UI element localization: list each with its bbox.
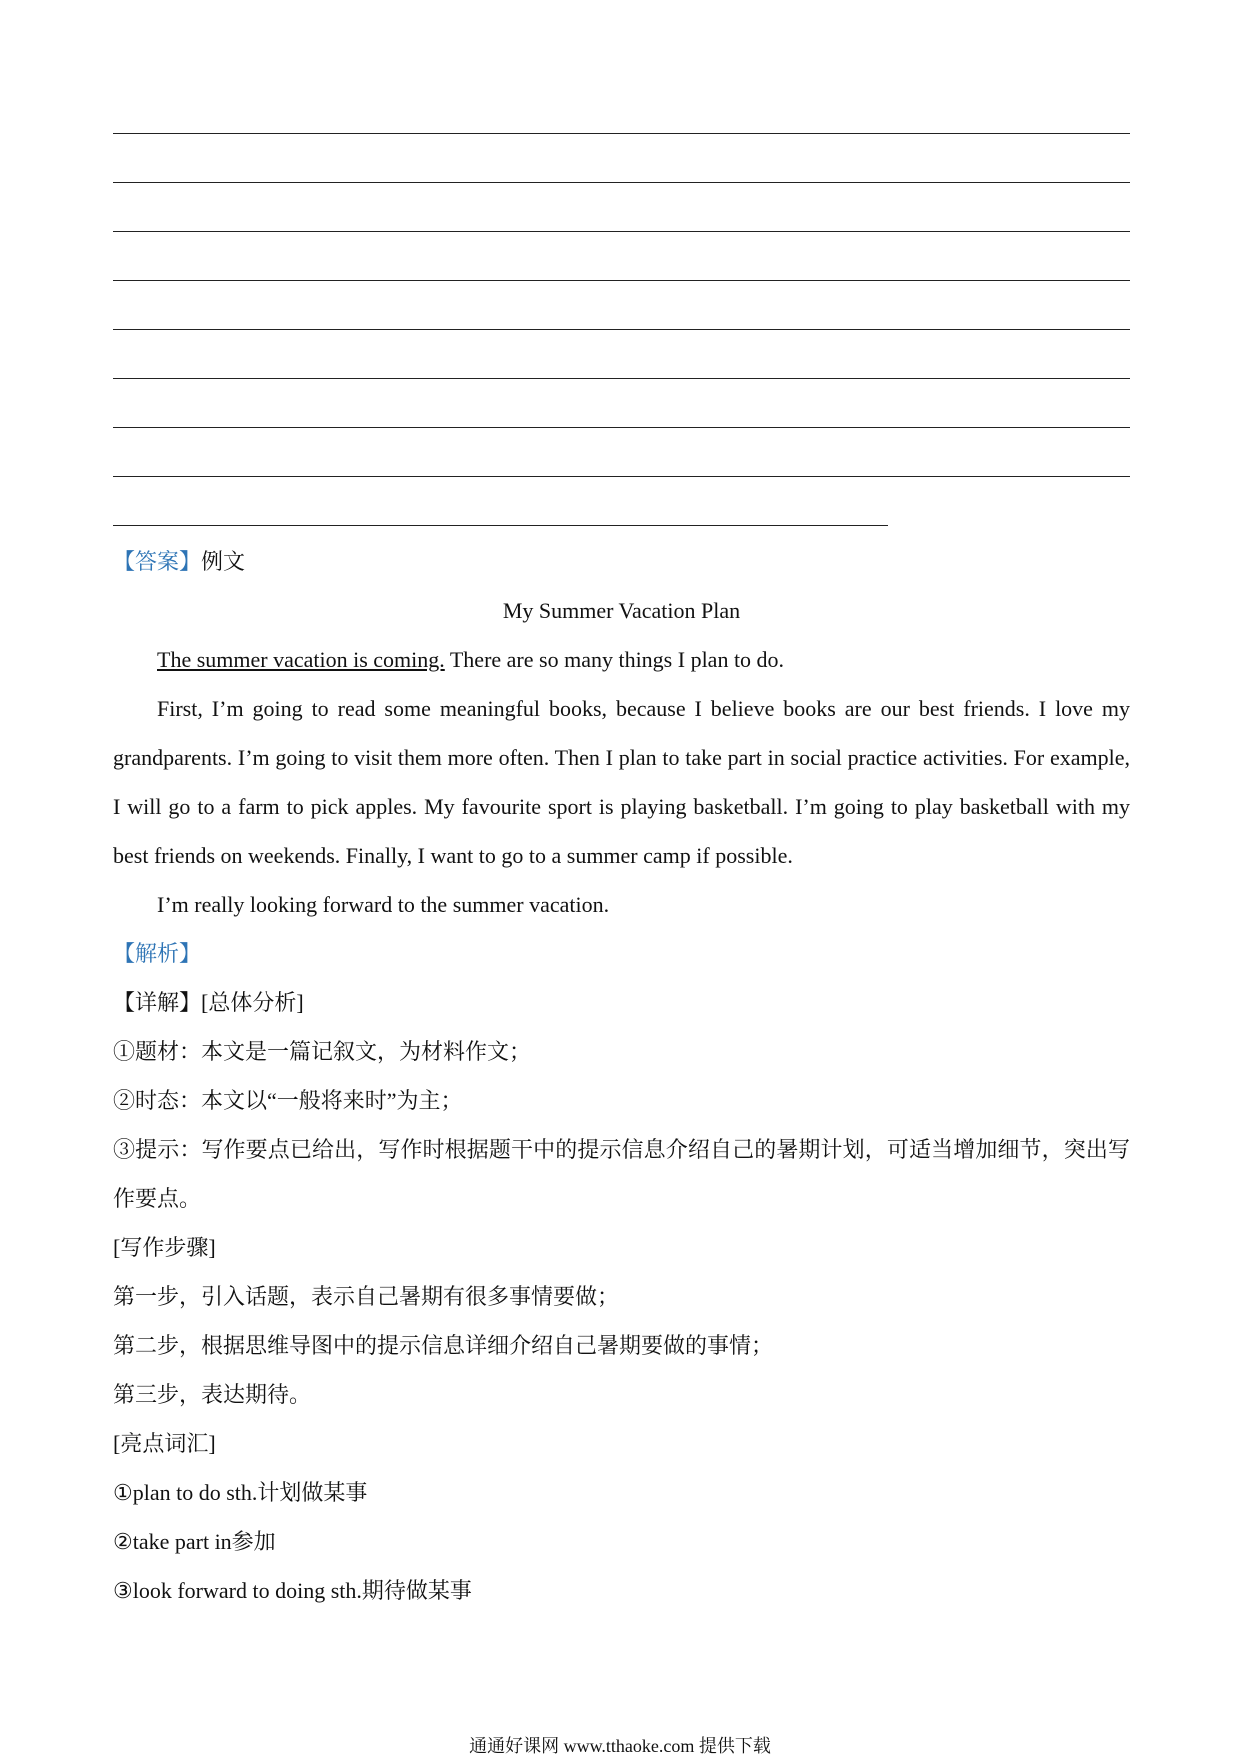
writing-line	[113, 231, 1130, 232]
writing-line	[113, 329, 1130, 330]
answer-label: 【答案】	[113, 549, 202, 574]
writing-line	[113, 525, 888, 526]
vocab-item: ①plan to do sth.计划做某事	[113, 1480, 368, 1505]
writing-line	[113, 378, 1130, 379]
steps-heading: [写作步骤]	[113, 1235, 216, 1260]
essay-p1-rest: There are so many things I plan to do.	[444, 647, 785, 672]
essay-paragraph-3: I’m really looking forward to the summer vacation.	[157, 892, 610, 917]
writing-line	[113, 133, 1130, 134]
writing-line	[113, 476, 1130, 477]
step-item: 第三步，表达期待。	[113, 1382, 312, 1407]
vocab-heading: [亮点词汇]	[113, 1431, 216, 1456]
analysis-point: ②时态：本文以“一般将来时”为主；	[113, 1088, 463, 1113]
answer-text: 例文	[201, 549, 246, 574]
detail-heading	[113, 988, 1130, 1018]
essay-underlined-sentence: The summer vacation is coming.	[157, 647, 445, 672]
analysis-point: ③提示：写作要点已给出，写作时根据题干中的提示信息介绍自己的暑期计划，可适当增加细节，突出写	[113, 1137, 1130, 1162]
detail-label: 【详解】	[113, 990, 202, 1015]
step-item: 第一步，引入话题，表示自己暑期有很多事情要做；	[113, 1284, 620, 1309]
essay-paragraph-2-line: I will go to a farm to pick apples. My favourite sport is playing basketball. I’m going to play basketball with my	[113, 794, 1130, 819]
writing-line	[113, 280, 1130, 281]
analysis-point: ①题材：本文是一篇记叙文，为材料作文；	[113, 1039, 532, 1064]
analysis-label: 【解析】	[113, 941, 202, 966]
step-item: 第二步，根据思维导图中的提示信息详细介绍自己暑期要做的事情；	[113, 1333, 774, 1358]
writing-line	[113, 427, 1130, 428]
essay-paragraph-2-line: best friends on weekends. Finally, I want to go to a summer camp if possible.	[113, 843, 793, 868]
essay-paragraph-2-line: grandparents. I’m going to visit them more often. Then I plan to take part in social practice activities. For example,	[113, 745, 1130, 770]
vocab-item: ②take part in参加	[113, 1529, 276, 1554]
analysis-point: 作要点。	[113, 1186, 202, 1211]
writing-line	[113, 182, 1130, 183]
vocab-item: ③look forward to doing sth.期待做某事	[113, 1578, 472, 1603]
overall-heading: [总体分析]	[201, 990, 304, 1015]
essay-paragraph-2-line: First, I’m going to read some meaningful books, because I believe books are our best friends. I love my	[157, 696, 1130, 721]
page-footer: 通通好课网 www.tthaoke.com 提供下载	[469, 1736, 771, 1756]
essay-title: My Summer Vacation Plan	[502, 598, 741, 623]
answer-heading	[113, 547, 1130, 577]
essay-paragraph-1	[157, 645, 1130, 675]
